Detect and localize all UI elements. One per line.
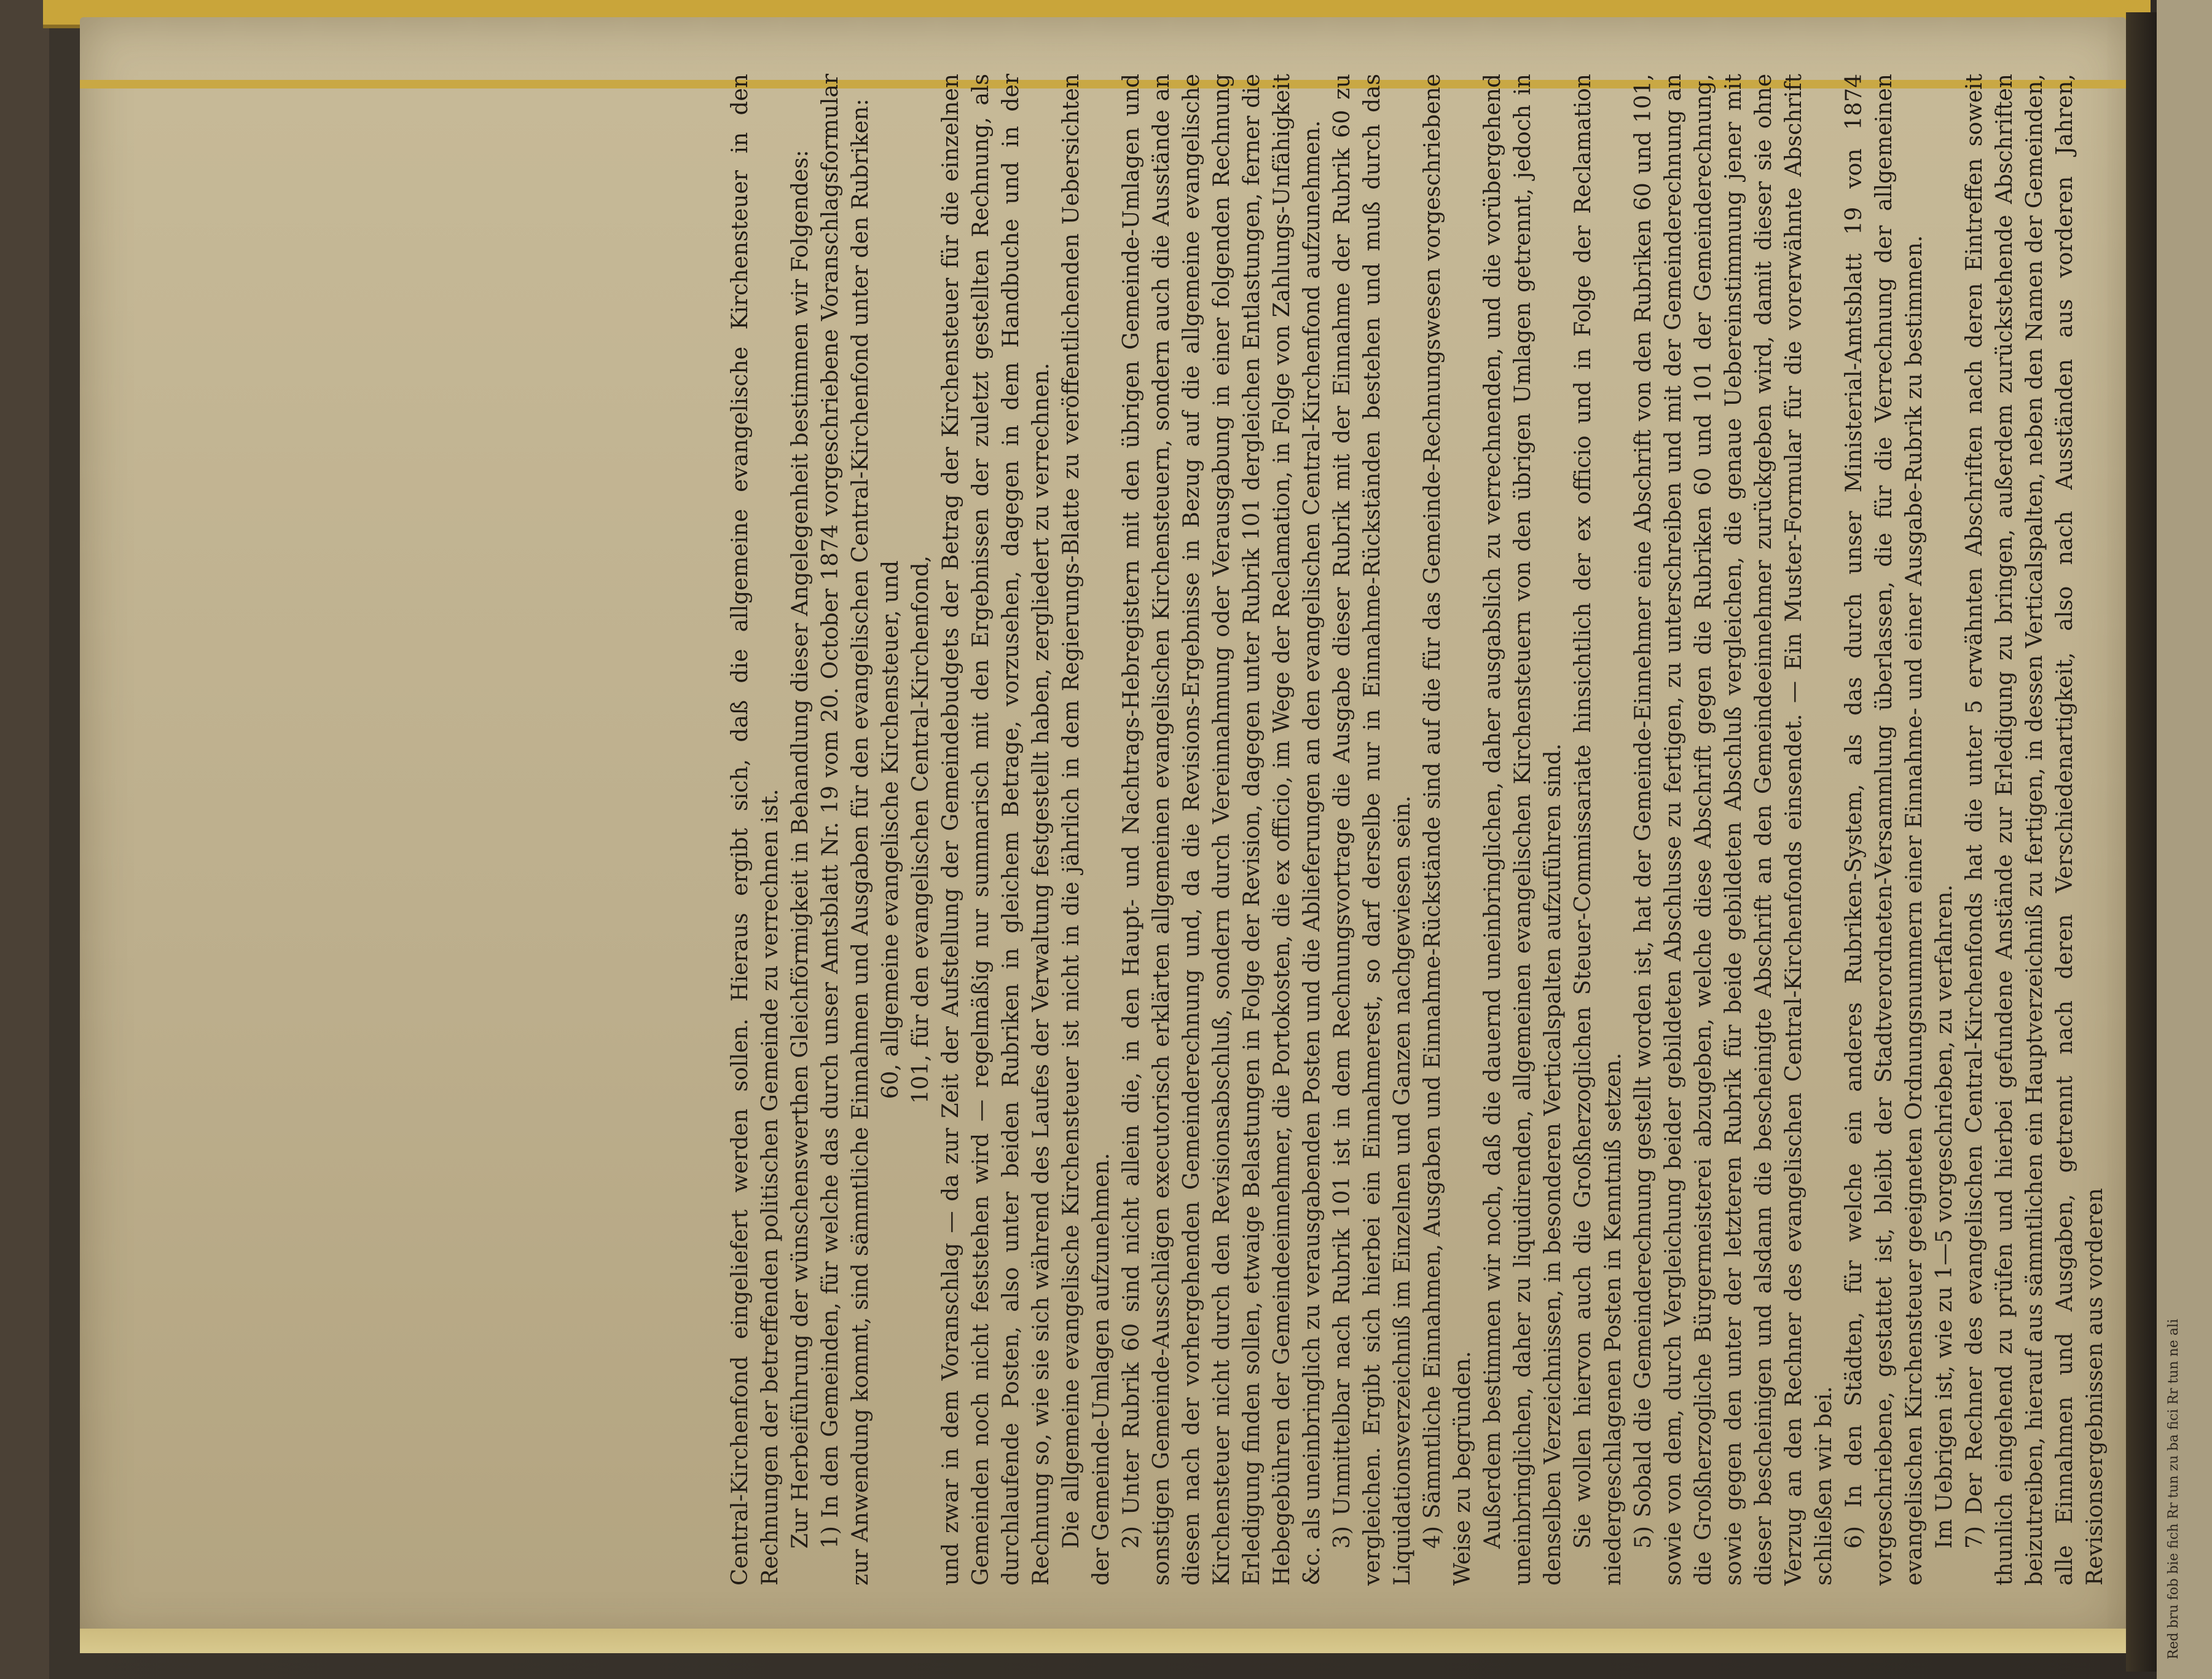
paragraph: 7) Der Rechner des evangelischen Central-Kirchenfonds hat die unter 5 erwähnten Abschriften nach deren Eintreffen soweit thunlich eingehend zu prüfen und hierbei gefundene Anstände zur Erledigung zu bringen, außerdem zurückstehende Abschriften beizutreiben, hierauf aus sämmtlichen ein Hauptverzeichniß zu fertigen, in dessen Verticalspalten, neben den Namen der Gemeinden, alle Einnahmen und Ausgaben, getrennt nach deren Verschiedenartigkeit, also nach Ausständen aus vorderen Jahren, Revisionsergebnissen aus vorderen — [1962, 74, 2108, 1586]
paragraph: Außerdem bestimmen wir noch, daß die dauernd uneinbringlichen, daher ausgabslich zu verrechnenden, und die vorübergehend uneinbringlichen, daher zu liquidirenden, allgemeinen evangelischen Kirchensteuern von den übrigen Umlagen getrennt, jedoch in denselben Verzeichnissen, in besonderen Verticalspalten aufzuführen sind. — [1480, 74, 1566, 1586]
page-text-block — [725, 74, 2108, 1586]
paragraph: 6) In den Städten, für welche ein anderes Rubriken-System, als das durch unser Ministerial-Amtsblatt 19 von 1874 vorgeschriebene, gestattet ist, bleibt der Stadtverordneten-Versammlung überlassen, die für die Verrechnung der allgemeinen evangelischen Kirchensteuer geeigneten Ordnungsnummern einer Einnahme- und einer Ausgabe-Rubrik zu bestimmen. — [1841, 74, 1927, 1586]
page-bottom-edge — [80, 1629, 2126, 1653]
paragraph: Zur Herbeiführung der wünschenswerthen Gleichförmigkeit in Behandlung dieser Angelegenheit bestimmen wir Folgendes: — [788, 149, 813, 1549]
paragraph: Central-Kirchenfond eingeliefert werden sollen. Hieraus ergibt sich, daß die allgemeine evangelische Kirchensteuer in den Rechnungen der betreffenden politischen Gemeinde zu verrechnen ist. — [728, 74, 783, 1586]
book-gutter — [2126, 12, 2157, 1672]
paragraph: Im Uebrigen ist, wie zu 1—5 vorgeschrieben, zu verfahren. — [1932, 884, 1957, 1549]
facing-page-text: Red bru fob bie fich Rr tun zu ba fici Rr tun ne ali — [2166, 1318, 2181, 1659]
paragraph: und zwar in dem Voranschlag — da zur Zeit der Aufstellung der Gemeindebudgets der Betrag der Kirchensteuer für die einzelnen Gemeinden noch nicht feststehen wird — regelmäßig nur summarisch mit den Ergebnissen der zuletzt gestellten Rechnung, als durchlaufende Posten, also unter beiden Rubriken in gleichem Betrage, vorzusehen, dagegen in dem Handbuche und in der Rechnung so, wie sie sich während des Laufes der Verwaltung festgestellt haben, zergliedert zu verrechnen. — [938, 74, 1054, 1586]
paragraph: 60, allgemeine evangelische Kirchensteuer, und — [878, 560, 903, 1099]
book-cover-left — [0, 0, 49, 1679]
paragraph: 5) Sobald die Gemeinderechnung gestellt worden ist, hat der Gemeinde-Einnehmer eine Abschrift von den Rubriken 60 und 101, sowie von dem, durch Vergleichung beider gebildeten Abschlusse zu fertigen, zu unterschreiben und mit der Gemeinderechnung an die Großherzogliche Bürgermeisterei abzugeben, welche diese Abschrift gegen die Rubriken 60 und 101 der Gemeinderechnung, sowie gegen den unter der letzteren Rubrik für beide gebildeten Abschluß vergleichen, die genaue Uebereinstimmung jener mit dieser bescheinigen und alsdann die bescheinigte Abschrift an den Gemeindeeinnehmer zurückgeben wird, damit dieser sie ohne Verzug an den Rechner des evangelischen Central-Kirchenfonds einsendet. — Ein Muster-Formular für die vorerwähnte Abschrift schließen wir bei. — [1631, 74, 1837, 1586]
paragraph: 2) Unter Rubrik 60 sind nicht allein die, in den Haupt- und Nachtrags-Hebregistern mit den übrigen Gemeinde-Umlagen und sonstigen Gemeinde-Ausschlägen executorisch erklärten allgemeinen evangelischen Kirchensteuern, sondern auch die Ausstände an diesen nach der vorhergehenden Gemeinderechnung und, da die Revisions-Ergebnisse in Bezug auf die allgemeine evangelische Kirchensteuer nicht durch den Revisionsabschluß, sondern durch Vereinnahmung oder Verausgabung in einer folgenden Rechnung Erledigung finden sollen, etwaige Belastungen in Folge der Revision, dagegen unter Rubrik 101 dergleichen Entlastungen, ferner die Hebegebühren der Gemeindeeinnehmer, die Portokosten, die ex officio, im Wege der Reclamation, in Folge von Zahlungs-Unfähigkeit &c. als uneinbringlich zu verausgabenden Posten und die Ablieferungen an den evangelischen Central-Kirchenfond aufzunehmen. — [1119, 74, 1325, 1586]
paragraph: 1) In den Gemeinden, für welche das durch unser Amtsblatt Nr. 19 vom 20. October 1874 vorgeschriebene Voranschlagsformular zur Anwendung kommt, sind sämmtliche Einnahmen und Ausgaben für den evangelischen Central-Kirchenfond unter den Rubriken: — [818, 74, 873, 1586]
paragraph: 3) Unmittelbar nach Rubrik 101 ist in dem Rechnungsvortrage die Ausgabe dieser Rubrik mit der Einnahme der Rubrik 60 zu vergleichen. Ergibt sich hierbei ein Einnahmerest, so darf derselbe nur in Einnahme-Rückständen bestehen und muß durch das Liquidationsverzeichniß im Einzelnen und Ganzen nachgewiesen sein. — [1330, 74, 1415, 1586]
paragraph: 4) Sämmtliche Einnahmen, Ausgaben und Einnahme-Rückstände sind auf die für das Gemeinde-Rechnungswesen vorgeschriebene Weise zu begründen. — [1420, 74, 1475, 1586]
paragraph: Sie wollen hiervon auch die Großherzoglichen Steuer-Commissariate hinsichtlich der ex officio und in Folge der Reclamation niedergeschlagenen Posten in Kenntniß setzen. — [1571, 74, 1626, 1586]
paragraph: 101, für den evangelischen Central-Kirchenfond, — [908, 555, 933, 1104]
paragraph: Die allgemeine evangelische Kirchensteuer ist nicht in die jährlich in dem Regierungs-Blatte zu veröffentlichenden Uebersichten der Gemeinde-Umlagen aufzunehmen. — [1059, 74, 1114, 1586]
